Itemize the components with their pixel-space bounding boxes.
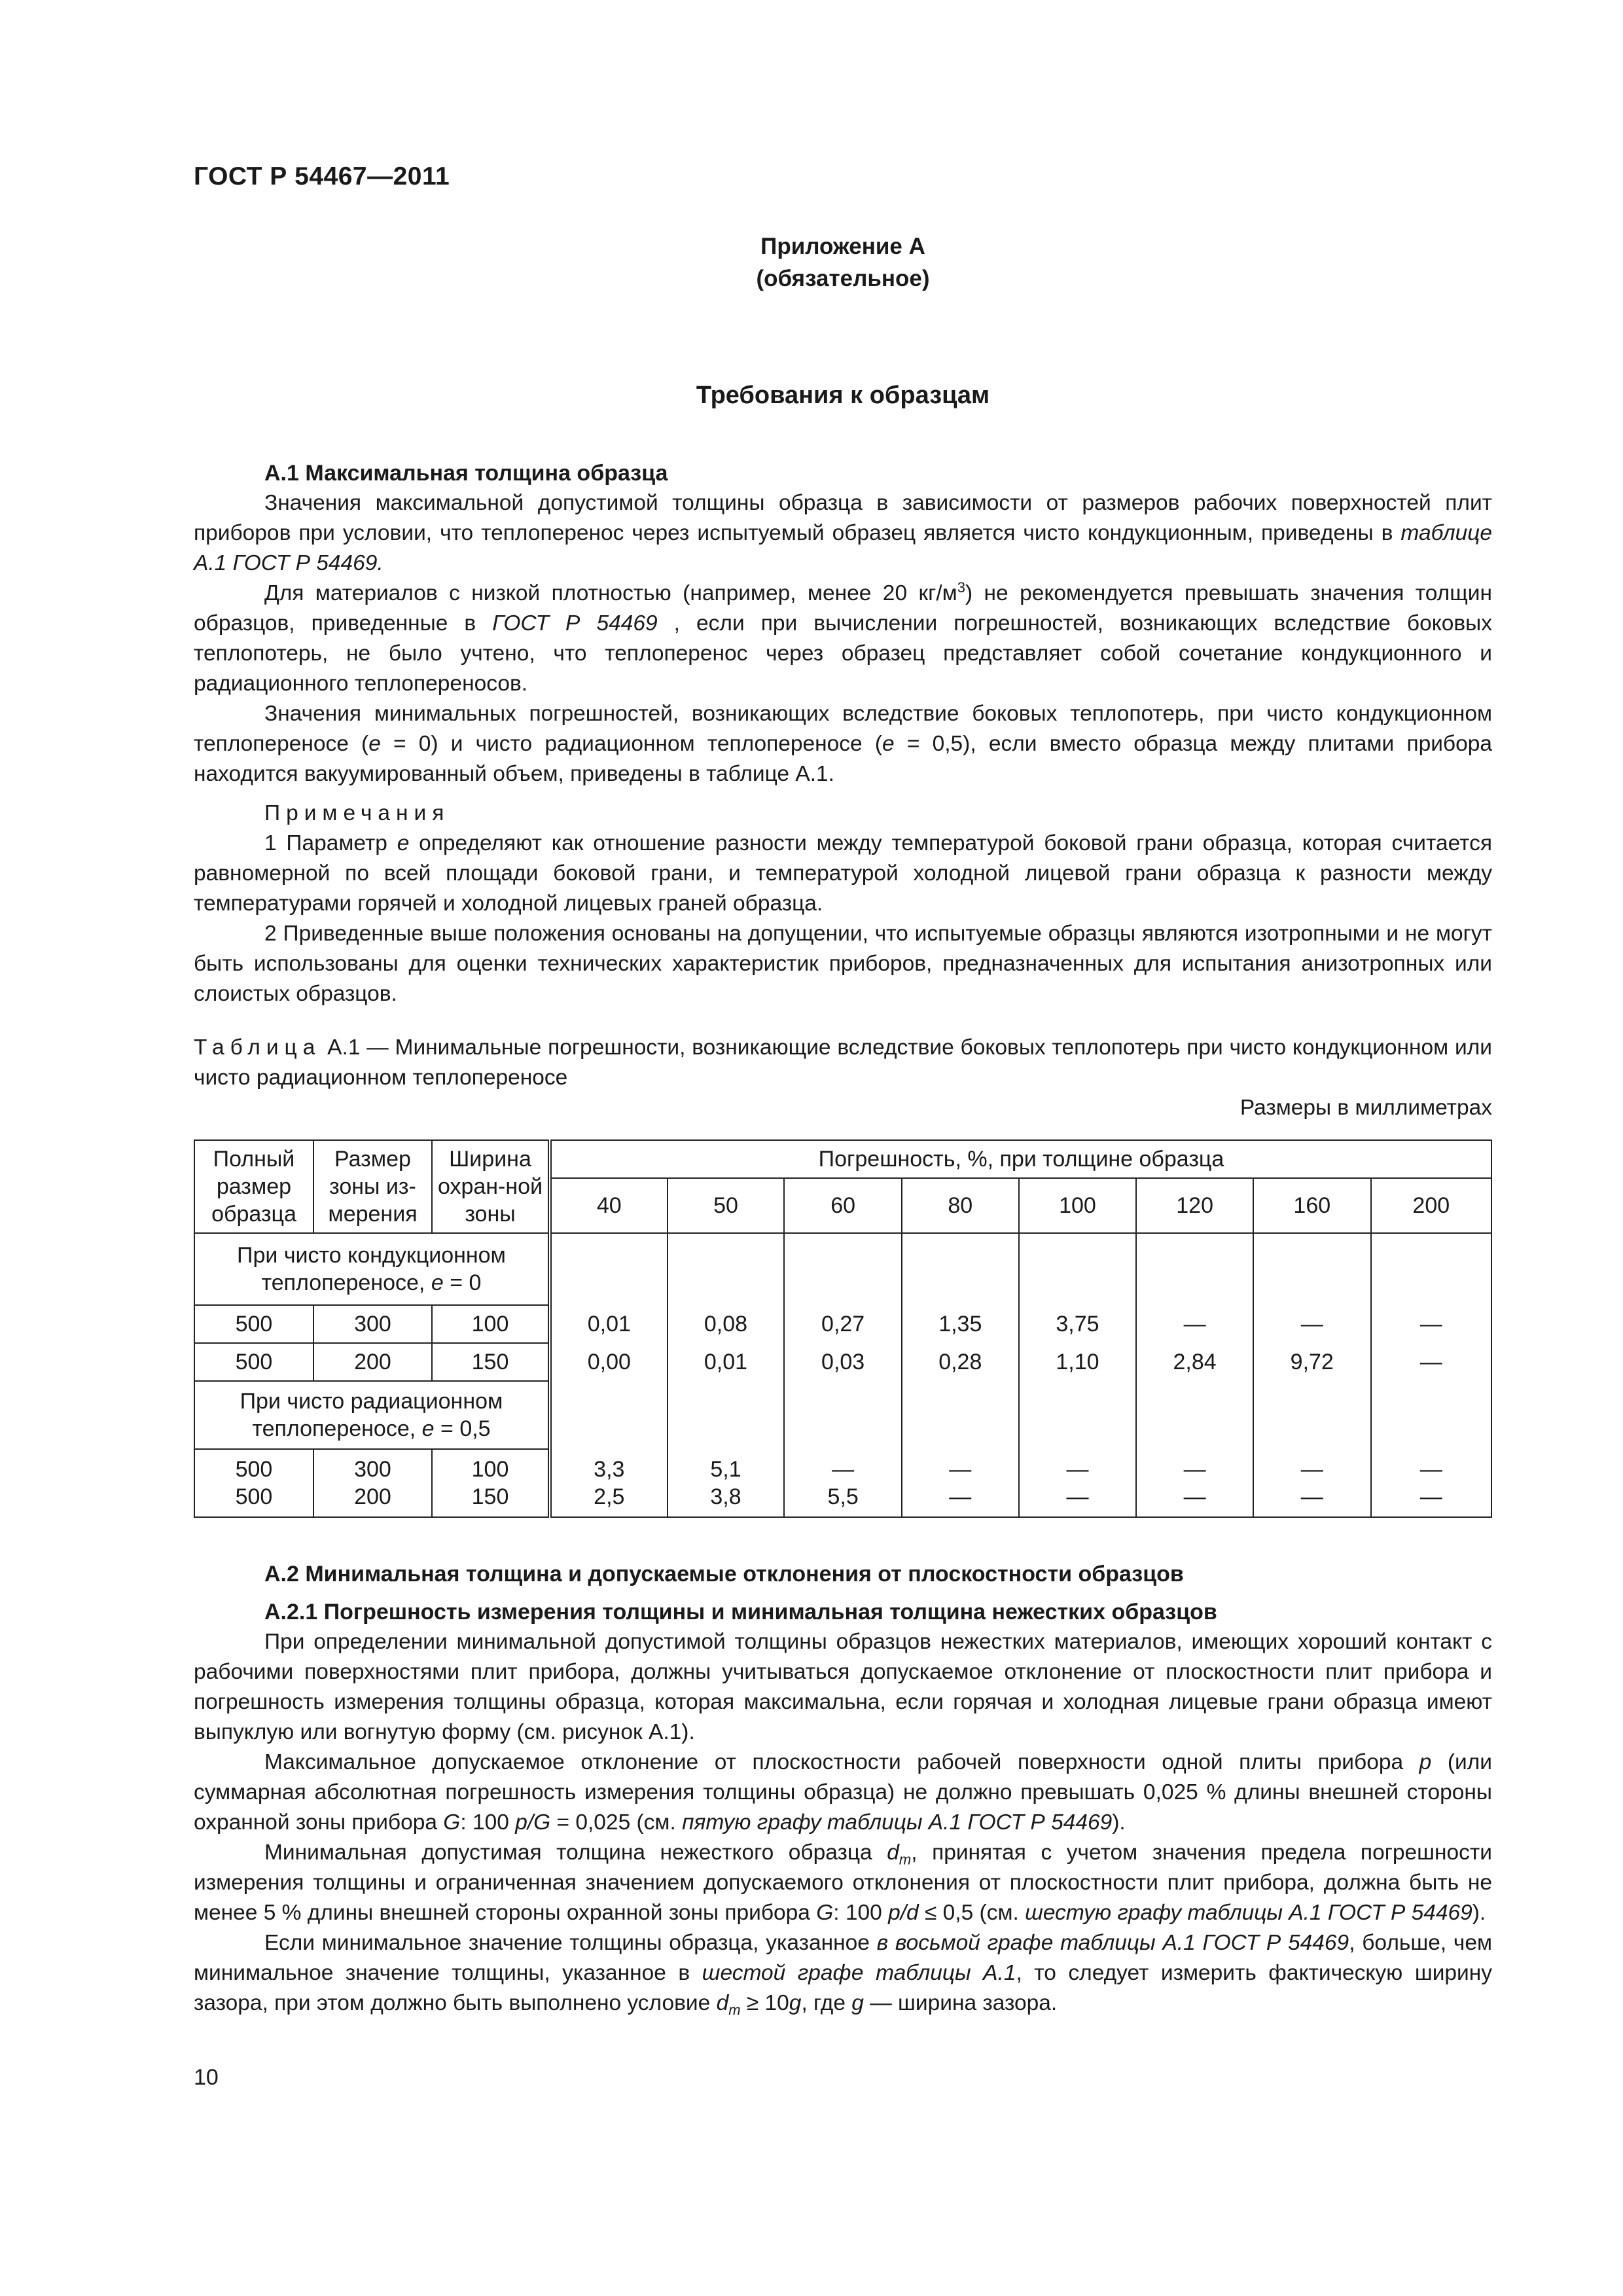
- paragraph: Максимальное допускаемое отклонение от плоскостности рабочей поверхности одной плиты прибора p (или суммарная абсолютная погрешность измерения толщины образца) не должно превышать 0,025 % длины внешней стороны охранной зоны прибора G: 100 p/G = 0,025 (см. пятую графу таблицы А.1 ГОСТ Р 54469).: [194, 1750, 1492, 1835]
- thickness-header: 80: [902, 1178, 1019, 1233]
- section-label-radiative: При чисто радиационном теплопереносе, е = 0,5: [194, 1381, 550, 1449]
- section-label-conductive: При чисто кондукционном теплопереносе, е = 0: [194, 1233, 550, 1305]
- table-cell: 1,10: [1019, 1343, 1137, 1381]
- paragraph: Если минимальное значение толщины образца, указанное в восьмой графе таблицы А.1 ГОСТ Р 54469, больше, чем минимальное значение толщины, указанное в шестой графе таблицы А.1, то следует измерить фактическую ширину зазора, при этом должно быть выполнено условие $d_m \ge 10g$, где g — ширина зазора.: [194, 1931, 1493, 2018]
- table-cell: [784, 1381, 902, 1449]
- paragraph: При определении минимальной допустимой толщины образцов нежестких материалов, имеющих хороший контакт с рабочими поверхностями плит прибора, должны учитываться допускаемое отклонение от плоскостности плит прибора и погрешность измерения толщины образца, которая максимальна, если горячая и холодная лицевые грани образца имеют выпуклую или вогнутую форму (см. рисунок А.1).: [194, 1630, 1492, 1744]
- table-cell: 2,84: [1136, 1343, 1253, 1381]
- table-cell: 0,03: [784, 1343, 902, 1381]
- paragraph: Для материалов с низкой плотностью (например, менее 20 $кг/м^3$) не рекомендуется превышать значения толщин образцов, приведенные в ГОСТ Р 54469 , если при вычислении погрешностей, возникающих вследствие боковых теплопотерь, не было учтено, что теплоперенос через образец представляет собой сочетание кондукционного и радиационного теплопереносов.: [194, 579, 1492, 696]
- table-cell: [902, 1233, 1019, 1305]
- table-cell: [1371, 1233, 1491, 1305]
- section-a2: [194, 1559, 1492, 2018]
- table-cell: 0,08: [668, 1305, 785, 1343]
- table-row: [194, 1343, 1491, 1381]
- table-cell: — —: [1136, 1449, 1253, 1517]
- table-cell: —: [1371, 1343, 1491, 1381]
- table-cell: — —: [1019, 1449, 1137, 1517]
- thickness-header: 200: [1371, 1178, 1491, 1233]
- table-a1: [194, 1139, 1492, 1518]
- table-cell: [550, 1233, 668, 1305]
- table-cell: 500: [194, 1343, 313, 1381]
- table-cell: [668, 1381, 785, 1449]
- table-cell: 0,01: [550, 1305, 668, 1343]
- table-cell: [1019, 1381, 1137, 1449]
- table-cell: [668, 1233, 785, 1305]
- col-header-group: Погрешность, %, при толщине образца: [550, 1140, 1491, 1178]
- table-cell: 500: [194, 1305, 313, 1343]
- table-cell: [902, 1381, 1019, 1449]
- page-number: 10: [194, 2065, 219, 2090]
- thickness-header: 160: [1253, 1178, 1371, 1233]
- col-header-measure-zone: Размер зоны из-мерения: [313, 1140, 432, 1233]
- table-cell: 3,75: [1019, 1305, 1137, 1343]
- appendix-subtitle: (обязательное): [756, 266, 930, 291]
- thickness-header: 120: [1136, 1178, 1253, 1233]
- table-cell: 300 200: [313, 1449, 432, 1517]
- section-title: Требования к образцам: [696, 382, 990, 409]
- section-a1: [194, 458, 1492, 1009]
- note-1: 1 Параметр е определяют как отношение разности между температурой боковой грани образца, которая считается равномерной по всей площади боковой грани, и температурой холодной лицевой грани образца к разности между температурами горячей и холодной лицевых граней образца.: [194, 831, 1492, 916]
- table-cell: 200: [313, 1343, 432, 1381]
- paragraph: Минимальная допустимая толщина нежесткого образца $d_m$, принятая с учетом значения предела погрешности измерения толщины и ограниченная значением допускаемого отклонения от плоскостности плит прибора, должна быть не менее 5 % длины внешней стороны охранной зоны прибора G: 100 p/d ≤ 0,5 (см. шестую графу таблицы А.1 ГОСТ Р 54469).: [194, 1840, 1492, 1925]
- table-cell: —: [1136, 1305, 1253, 1343]
- table-cell: —: [1371, 1305, 1491, 1343]
- table-row-pair: [194, 1449, 1491, 1517]
- thickness-header: 50: [668, 1178, 785, 1233]
- table-cell: [1136, 1233, 1253, 1305]
- notes-label: Примечания: [264, 801, 450, 825]
- table-cell: — —: [902, 1449, 1019, 1517]
- table-cell: [1253, 1233, 1371, 1305]
- table-cell: 5,1 3,8: [668, 1449, 785, 1517]
- note-2: 2 Приведенные выше положения основаны на допущении, что испытуемые образцы являются изотропными и не могут быть использованы для оценки технических характеристик приборов, предназначенных для испытания анизотропных или слоистых образцов.: [194, 922, 1492, 1006]
- section-a1-heading: А.1 Максимальная толщина образца: [264, 461, 668, 486]
- thickness-header: 60: [784, 1178, 902, 1233]
- table-label: Таблица: [194, 1035, 321, 1060]
- paragraph: Значения максимальной допустимой толщины образца в зависимости от размеров рабочих поверхностей плит приборов при условии, что теплоперенос через испытуемый образец является чисто кондукционным, приведены в таблице А.1 ГОСТ Р 54469.: [194, 491, 1492, 575]
- table-cell: 100: [432, 1305, 550, 1343]
- table-cell: [1371, 1381, 1491, 1449]
- table-row: [194, 1305, 1491, 1343]
- table-cell: 1,35: [902, 1305, 1019, 1343]
- table-cell: 0,00: [550, 1343, 668, 1381]
- section-a21-heading: А.2.1 Погрешность измерения толщины и минимальная толщина нежестких образцов: [264, 1600, 1217, 1624]
- table-cell: 100 150: [432, 1449, 550, 1517]
- table-cell: 300: [313, 1305, 432, 1343]
- table-cell: 0,28: [902, 1343, 1019, 1381]
- table-cell: 9,72: [1253, 1343, 1371, 1381]
- table-cell: — 5,5: [784, 1449, 902, 1517]
- table-cell: 500 500: [194, 1449, 313, 1517]
- col-header-full-size: Полный размер образца: [194, 1140, 313, 1233]
- table-cell: 3,3 2,5: [550, 1449, 668, 1517]
- table-cell: [550, 1381, 668, 1449]
- table-cell: — —: [1371, 1449, 1491, 1517]
- table-cell: 0,27: [784, 1305, 902, 1343]
- table-cell: —: [1253, 1305, 1371, 1343]
- table-cell: 0,01: [668, 1343, 785, 1381]
- table-cell: [1136, 1381, 1253, 1449]
- paragraph: Значения минимальных погрешностей, возникающих вследствие боковых теплопотерь, при чисто кондукционном теплопереносе (е = 0) и чисто радиационном теплопереносе (е = 0,5), если вместо образца между плитами прибора находится вакуумированный объем, приведены в таблице А.1.: [194, 702, 1493, 786]
- appendix-heading: [194, 230, 1492, 295]
- table-units: Размеры в миллиметрах: [1240, 1096, 1492, 1120]
- table-cell: 150: [432, 1343, 550, 1381]
- thickness-header: 100: [1019, 1178, 1137, 1233]
- col-header-guard-zone: Ширина охран-ной зоны: [432, 1140, 550, 1233]
- table-cell: — —: [1253, 1449, 1371, 1517]
- table-caption: Таблица А.1 — Минимальные погрешности, возникающие вследствие боковых теплопотерь при чисто кондукционном или чисто радиационном теплопереносе Размеры в миллиметрах: [194, 1033, 1492, 1123]
- thickness-header: 40: [550, 1178, 668, 1233]
- table-cell: [784, 1233, 902, 1305]
- section-a2-heading: А.2 Минимальная толщина и допускаемые отклонения от плоскостности образцов: [264, 1562, 1184, 1587]
- document-header: ГОСТ Р 54467—2011: [194, 162, 450, 190]
- appendix-title: Приложение А: [760, 234, 925, 259]
- table-cell: [1253, 1381, 1371, 1449]
- table-cell: [1019, 1233, 1137, 1305]
